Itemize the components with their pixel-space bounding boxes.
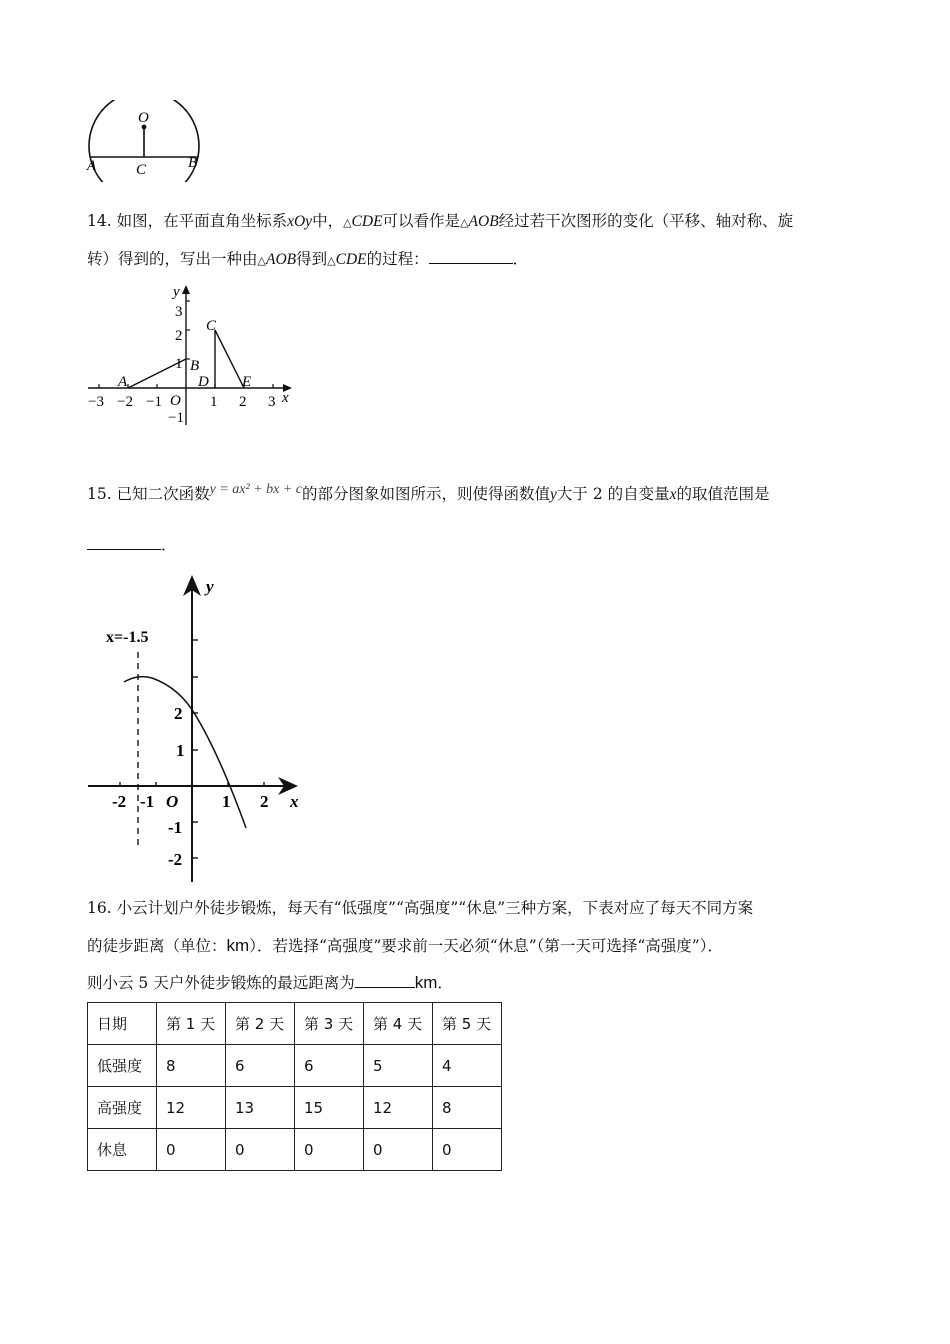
q16-line3: 则小云 5 天户外徒步锻炼的最远距离为 km． <box>87 964 453 1002</box>
svg-text:x: x <box>282 390 289 406</box>
svg-text:E: E <box>242 374 252 390</box>
table-cell: 休息 <box>88 1129 157 1171</box>
y-axis-arrow <box>182 285 190 294</box>
table-header-cell: 第 5 天 <box>433 1003 502 1045</box>
table-header-cell: 日期 <box>88 1003 157 1045</box>
table-cell: 5 <box>364 1045 433 1087</box>
q15-answer-blank[interactable] <box>87 531 161 550</box>
table-cell: 高强度 <box>88 1087 157 1129</box>
table-cell: 12 <box>364 1087 433 1129</box>
table-cell: 13 <box>226 1087 295 1129</box>
svg-text:x: x <box>290 792 299 811</box>
q14-graph <box>80 280 305 430</box>
svg-text:y: y <box>206 577 214 596</box>
q15-formula: y = ax² + bx + c <box>209 482 303 497</box>
table-row <box>88 1129 502 1171</box>
svg-text:2: 2 <box>260 792 269 811</box>
q15-line1: 15. 已知二次函数y = ax² + bx + c的部分图象如图所示，则使得函数值y大于 2 的自变量x的取值范围是 <box>87 482 770 503</box>
q16-number: 16. <box>87 899 112 917</box>
q16-distance-table <box>87 1002 502 1171</box>
table-cell: 0 <box>226 1129 295 1171</box>
q14-line1: 14. 如图，在平面直角坐标系xOy中，△CDE可以看作是△AOB经过若干次图形的变化（平移、轴对称、旋 <box>87 212 794 230</box>
svg-text:-2: -2 <box>168 850 183 869</box>
table-cell: 6 <box>226 1045 295 1087</box>
svg-text:-2: -2 <box>112 792 127 811</box>
table-header-cell: 第 2 天 <box>226 1003 295 1045</box>
q14-answer-blank[interactable] <box>429 245 513 264</box>
svg-text:D: D <box>198 374 209 390</box>
svg-text:1: 1 <box>176 741 185 760</box>
table-cell: 15 <box>295 1087 364 1129</box>
table-header-cell: 第 3 天 <box>295 1003 364 1045</box>
svg-text:−1: −1 <box>168 410 184 426</box>
q14-line2: 转）得到的，写出一种由△AOB得到△CDE的过程： ． <box>87 240 528 280</box>
svg-text:−3: −3 <box>88 394 104 410</box>
label-c: C <box>136 162 147 178</box>
table-cell: 8 <box>433 1087 502 1129</box>
q15-line2: ． <box>87 526 177 564</box>
table-cell: 12 <box>157 1087 226 1129</box>
table-cell: 低强度 <box>88 1045 157 1087</box>
svg-text:x=-1.5: x=-1.5 <box>106 629 149 646</box>
svg-text:−2: −2 <box>117 394 133 410</box>
svg-text:3: 3 <box>175 304 183 320</box>
label-b: B <box>188 155 198 171</box>
table-row <box>88 1087 502 1129</box>
q16-line2: 的徒步距离（单位：km）．若选择“高强度”要求前一天必须“休息”（第一天可选择“高强度”）． <box>87 936 723 955</box>
svg-text:1: 1 <box>210 394 218 410</box>
table-cell: 6 <box>295 1045 364 1087</box>
circle-figure <box>80 100 220 182</box>
label-a: A <box>87 158 97 174</box>
table-cell: 4 <box>433 1045 502 1087</box>
q14-number: 14. <box>87 212 112 230</box>
q15-number: 15. <box>87 485 112 503</box>
svg-text:-1: -1 <box>140 792 155 811</box>
svg-text:2: 2 <box>175 328 183 344</box>
table-header-row <box>88 1003 502 1045</box>
svg-text:C: C <box>206 318 217 334</box>
svg-text:O: O <box>166 792 179 811</box>
svg-text:2: 2 <box>174 704 183 723</box>
table-cell: 0 <box>295 1129 364 1171</box>
label-o: O <box>138 110 149 126</box>
q16-answer-blank[interactable] <box>355 969 415 988</box>
svg-text:-1: -1 <box>168 818 183 837</box>
table-header-cell: 第 4 天 <box>364 1003 433 1045</box>
table-header-cell: 第 1 天 <box>157 1003 226 1045</box>
svg-text:2: 2 <box>239 394 247 410</box>
svg-text:3: 3 <box>268 394 276 410</box>
svg-text:y: y <box>173 284 180 300</box>
svg-text:O: O <box>170 393 181 409</box>
table-row <box>88 1045 502 1087</box>
svg-text:B: B <box>190 358 200 374</box>
table-cell: 0 <box>364 1129 433 1171</box>
svg-text:1: 1 <box>175 356 183 372</box>
svg-text:−1: −1 <box>146 394 162 410</box>
svg-text:1: 1 <box>222 792 231 811</box>
table-cell: 0 <box>433 1129 502 1171</box>
segment-ce <box>215 330 244 388</box>
table-cell: 0 <box>157 1129 226 1171</box>
q16-line1: 16. 小云计划户外徒步锻炼，每天有“低强度”“高强度”“休息”三种方案，下表对应了每天不同方案 <box>87 899 754 917</box>
table-cell: 8 <box>157 1045 226 1087</box>
svg-text:A: A <box>118 374 128 390</box>
q15-graph <box>80 570 310 888</box>
